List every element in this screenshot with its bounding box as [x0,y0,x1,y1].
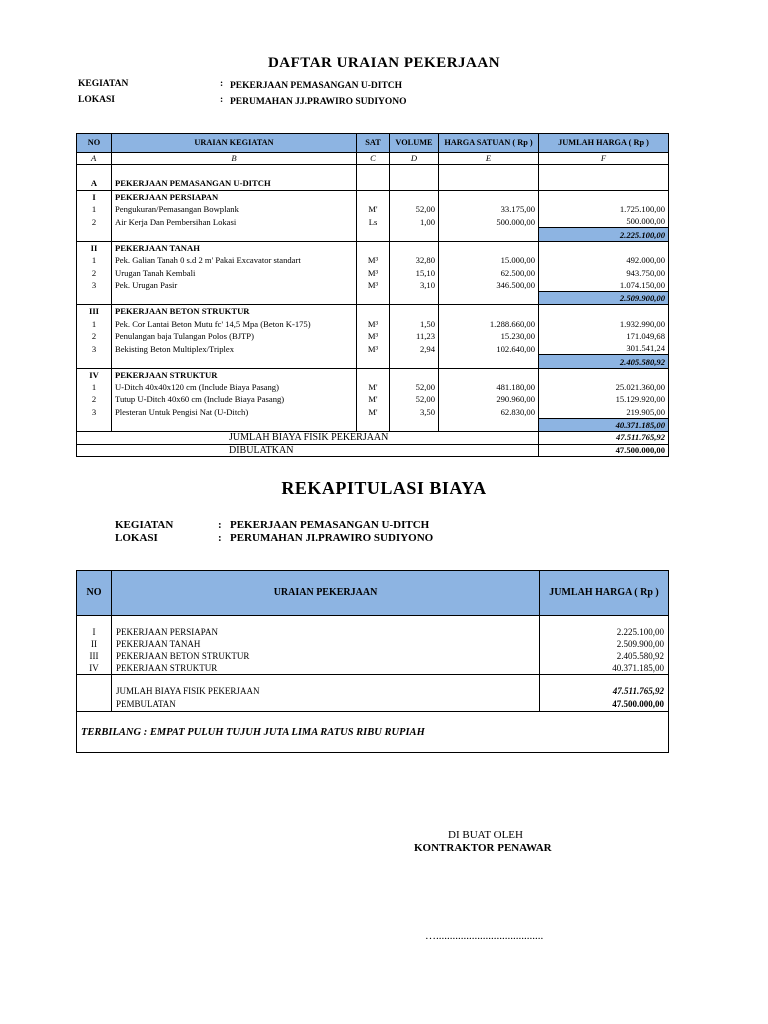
recap-table [76,570,669,753]
rounded-row [77,444,669,457]
table-row [77,406,669,419]
recap-col-jumlah: JUMLAH HARGA ( Rp ) [540,571,669,616]
letter-d: D [390,153,439,165]
signature-caption: DI BUAT OLEH [448,829,523,841]
item-harga: 290.960,00 [439,393,539,405]
recap-total-label: JUMLAH BIAYA FISIK PEKERJAAN [116,686,260,696]
item-jumlah: 492.000,00 [539,254,669,266]
recap-no: I [77,626,112,638]
section-row [77,190,669,203]
item-jumlah: 301.541,24 [539,342,669,355]
item-uraian: Tutup U-Ditch 40x60 cm (Include Biaya Pasang) [112,393,357,405]
recap-jumlah: 40.371.185,00 [540,662,669,675]
item-no: 2 [77,215,112,228]
recap-row [77,662,669,675]
subtotal-value: 40.371.185,00 [539,418,669,431]
section-title: PEKERJAAN STRUKTUR [112,368,357,381]
table-row [77,254,669,266]
item-volume: 52,00 [390,381,439,393]
section-title: PEKERJAAN TANAH [112,241,357,254]
recap-row [77,638,669,650]
item-no: 3 [77,406,112,419]
col-header-volume: VOLUME [390,134,439,153]
item-uraian: Bekisting Beton Multiplex/Triplex [112,342,357,355]
recap-total-value: 47.511.765,92 [540,685,669,698]
item-sat: M' [357,393,390,405]
item-sat: M³ [357,254,390,266]
item-volume: 11,23 [390,330,439,342]
total-value: 47.511.765,92 [539,432,669,445]
recap-uraian: PEKERJAAN BETON STRUKTUR [116,651,250,661]
letter-a: A [77,153,112,165]
subtotal-row [77,355,669,368]
letter-f: F [539,153,669,165]
subtotal-row [77,291,669,304]
recap-col-uraian: URAIAN PEKERJAAN [112,571,540,616]
item-volume: 52,00 [390,203,439,215]
item-jumlah: 1.932.990,00 [539,318,669,330]
table-row [77,393,669,405]
item-jumlah: 15.129.920,00 [539,393,669,405]
recap-kegiatan-label: KEGIATAN [115,519,174,531]
kegiatan-label: KEGIATAN [78,79,129,89]
lokasi-colon: : [220,95,224,105]
item-harga: 346.500,00 [439,279,539,292]
section-no: A [77,177,112,190]
item-jumlah: 219.905,00 [539,406,669,419]
section-no: II [77,241,112,254]
item-no: 1 [77,318,112,330]
item-harga: 33.175,00 [439,203,539,215]
rounded-label: DIBULATKAN [77,444,539,457]
col-header-jumlah: JUMLAH HARGA ( Rp ) [539,134,669,153]
item-jumlah: 1.074.150,00 [539,279,669,292]
item-harga: 481.180,00 [439,381,539,393]
item-harga: 62.830,00 [439,406,539,419]
item-sat: M' [357,406,390,419]
item-harga: 1.288.660,00 [439,318,539,330]
table-row [77,266,669,278]
table-row [77,215,669,228]
lokasi-value: PERUMAHAN JJ.PRAWIRO SUDIYONO [230,97,407,107]
section-no: I [77,190,112,203]
spacer-row [77,675,669,686]
recap-row [77,626,669,638]
recap-uraian: PEKERJAAN TANAH [116,639,201,649]
table-row [77,381,669,393]
col-header-sat: SAT [357,134,390,153]
item-uraian: Pengukuran/Pemasangan Bowplank [112,203,357,215]
total-label: JUMLAH BIAYA FISIK PEKERJAAN [77,432,539,445]
table-header-row [77,134,669,153]
recap-lokasi-label: LOKASI [115,532,158,544]
subtotal-row [77,418,669,431]
item-uraian: Pek. Cor Lantai Beton Mutu fc' 14,5 Mpa (Beton K-175) [112,318,357,330]
section-row [77,241,669,254]
table-row [77,279,669,292]
recap-rounded-label: PEMBULATAN [112,698,540,712]
table-row [77,342,669,355]
item-jumlah: 500.000,00 [539,215,669,228]
item-uraian: U-Ditch 40x40x120 cm (Include Biaya Pasang) [112,381,357,393]
column-letter-row [77,153,669,165]
signature-role: KONTRAKTOR PENAWAR [414,842,552,854]
item-volume: 1,00 [390,215,439,228]
recap-uraian: PEKERJAAN STRUKTUR [112,662,540,675]
item-harga: 62.500,00 [439,266,539,278]
letter-c: C [357,153,390,165]
kegiatan-colon: : [220,79,224,89]
section-row [77,305,669,318]
kegiatan-value: PEKERJAAN PEMASANGAN U-DITCH [230,81,403,91]
item-volume: 15,10 [390,266,439,278]
item-sat: M³ [357,318,390,330]
recap-lokasi-value: PERUMAHAN JI.PRAWIRO SUDIYONO [230,532,434,544]
recap-no: IV [77,662,112,675]
item-jumlah: 943.750,00 [539,266,669,278]
item-harga: 15.230,00 [439,330,539,342]
subtotal-value: 2.509.900,00 [539,291,669,304]
item-sat: M³ [357,342,390,355]
item-no: 1 [77,254,112,266]
section-no: IV [77,368,112,381]
recap-no: III [77,650,112,662]
item-jumlah: 1.725.100,00 [539,203,669,215]
recap-lokasi-colon: : [218,532,222,544]
recap-uraian: PEKERJAAN PERSIAPAN [116,627,218,637]
item-sat: Ls [357,215,390,228]
spacer-row [77,616,669,627]
table-row [77,330,669,342]
item-jumlah: 171.049,68 [539,330,669,342]
section-no: III [77,305,112,318]
item-uraian: Penulangan baja Tulangan Polos (BJTP) [112,330,357,342]
subtotal-value: 2.405.580,92 [539,355,669,368]
blank-row [77,165,669,178]
item-no: 2 [77,266,112,278]
item-volume: 2,94 [390,342,439,355]
recap-jumlah: 2.509.900,00 [540,638,669,650]
item-harga: 15.000,00 [439,254,539,266]
item-uraian: Pek. Galian Tanah 0 s.d 2 m' Pakai Excavator standart [112,254,357,266]
lokasi-label: LOKASI [78,95,115,105]
recap-kegiatan-value: PEKERJAAN PEMASANGAN U-DITCH [230,519,430,531]
item-sat: M³ [357,266,390,278]
item-sat: M' [357,203,390,215]
item-no: 1 [77,381,112,393]
letter-e: E [439,153,539,165]
item-uraian: Urugan Tanah Kembali [112,266,357,278]
item-no: 2 [77,330,112,342]
table-row [77,203,669,215]
col-header-no: NO [77,134,112,153]
section-title: PEKERJAAN PERSIAPAN [112,190,357,203]
signature-line: …....................................... [425,930,544,942]
item-no: 3 [77,279,112,292]
item-volume: 52,00 [390,393,439,405]
item-sat: M³ [357,279,390,292]
recap-rounded-value: 47.500.000,00 [540,698,669,712]
item-no: 3 [77,342,112,355]
item-sat: M³ [357,330,390,342]
section-title: PEKERJAAN PEMASANGAN U-DITCH [112,177,357,190]
section-title: PEKERJAAN BETON STRUKTUR [112,305,357,318]
letter-b: B [112,153,357,165]
recap-rounded-row [77,698,669,712]
subtotal-row [77,228,669,241]
recap-jumlah: 2.405.580,92 [540,650,669,662]
recap-jumlah: 2.225.100,00 [540,626,669,638]
recap-kegiatan-colon: : [218,519,222,531]
recap-total-row [77,685,669,698]
col-header-uraian: URAIAN KEGIATAN [112,134,357,153]
page-title: DAFTAR URAIAN PEKERJAAN [267,55,501,71]
recap-title: REKAPITULASI BIAYA [281,478,487,498]
item-volume: 32,80 [390,254,439,266]
detail-table [76,133,669,457]
table-row [77,318,669,330]
subtotal-value: 2.225.100,00 [539,228,669,241]
item-uraian: Pek. Urugan Pasir [112,279,357,292]
terbilang-text: TERBILANG : EMPAT PULUH TUJUH JUTA LIMA RATUS RIBU RUPIAH [77,712,669,753]
item-volume: 3,50 [390,406,439,419]
section-a-row [77,177,669,190]
item-volume: 3,10 [390,279,439,292]
item-uraian: Air Kerja Dan Pembersihan Lokasi [112,215,357,228]
item-jumlah: 25.021.360,00 [539,381,669,393]
section-row [77,368,669,381]
item-uraian: Plesteran Untuk Pengisi Nat (U-Ditch) [112,406,357,419]
recap-header-row [77,571,669,616]
total-row [77,432,669,445]
item-volume: 1,50 [390,318,439,330]
terbilang-row [77,712,669,753]
rounded-value: 47.500.000,00 [539,444,669,457]
recap-col-no: NO [77,571,112,616]
recap-row [77,650,669,662]
item-no: 1 [77,203,112,215]
item-no: 2 [77,393,112,405]
recap-no: II [77,638,112,650]
item-harga: 500.000,00 [439,215,539,228]
item-harga: 102.640,00 [439,342,539,355]
item-sat: M' [357,381,390,393]
col-header-harga: HARGA SATUAN ( Rp ) [439,134,539,153]
